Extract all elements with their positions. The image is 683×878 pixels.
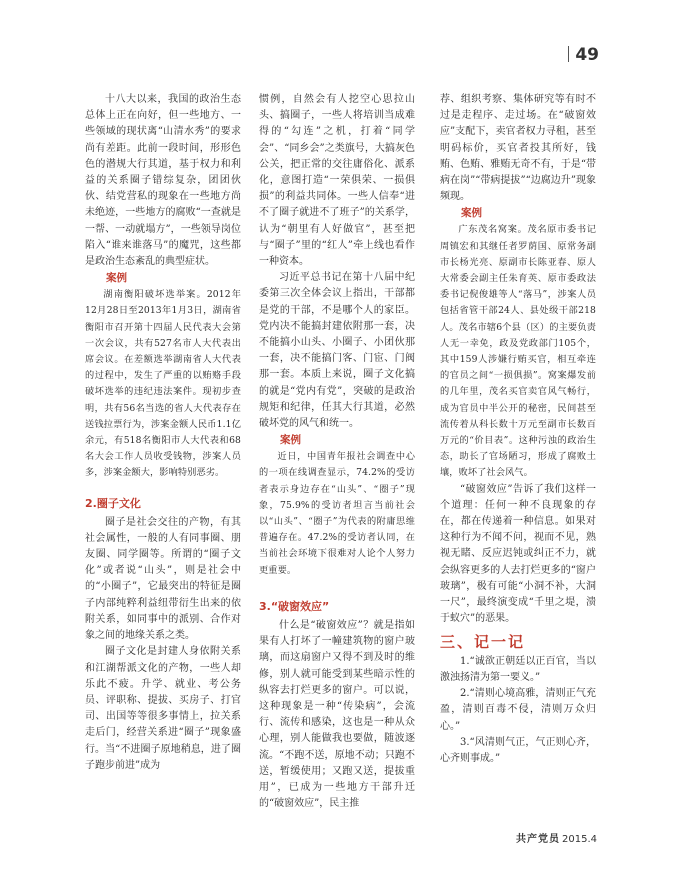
section-heading: 2.圈子文化 <box>85 496 141 510</box>
case-text: 广东茂名窝案。茂名原市委书记周镇宏和其继任者罗荫国、原常务副市长杨光亮、原副市长陈亚春、原人大常委会副主任朱育英、原市委政法委书记倪俊雄等人“落马”，涉案人员包括省管干部24人、县处级干部218人。茂名市辖6个县（区）的主要负责人无一幸免，政及党政部门105个，其中159人涉嫌行贿买官，相互牵连的官员之间“一损俱损”。窝案爆发前的几年里，茂名买官卖官风气畅行，成为官员中半公开的秘密，民间甚至流传着从科长数十万元至副市长数百万元的“价目表”。这种污浊的政治生态，助长了官场陋习，形成了腐败土壤，败坏了社会风气。 <box>440 224 596 479</box>
memo-item: 2.“清则心境高雅，清则正气充盈，清则百毒不侵，清则万众归心。” <box>440 688 596 732</box>
paragraph: 惯例，自然会有人挖空心思拉山头、搞圈子，一些人将培训当成难得的“勾连”之机，打着“同学会”、“同乡会”之类旗号，大搞灰色公关，把正常的交往庸俗化、派系化，意图打造“一荣俱荣、一损俱损”的利益共同体。一些人信奉“进不了圈子就进不了班子”的关系学，认为“朝里有人好做官”，甚至把与“圈子”里的“红人”牵上线也看作一种资本。 <box>259 94 415 268</box>
section-heading: 三、记一记 <box>440 632 526 651</box>
column-2 <box>259 92 415 812</box>
column-1 <box>85 92 241 774</box>
paragraph: 习近平总书记在第十八届中纪委第三次全体会议上指出，干部都是党的干部，不是哪个人的家臣。党内决不能搞封建依附那一套，决不能搞小山头、小圈子、小团伙那一套，决不能搞门客、门宦、门阀那一套。本质上来说，圈子文化搞的就是“党内有党”，突破的是政治规矩和纪律，任其大行其道，必然破坏党的风气和统一。 <box>259 272 415 430</box>
paragraph: 十八大以来，我国的政治生态总体上正在向好，但一些地方、一些领域的现状离“山清水秀”的要求尚有差距。此前一段时间，形形色色的潜规大行其道，基于权力和利益的关系圈子错综复杂，团团伙伙、结党营私的现象在一些地方尚未绝迹，一些地方的腐败“一查就是一帮、一动就塌方”，一些领导岗位陷入“谁来谁落马”的魔咒，这些都是政治生态紊乱的典型症状。 <box>85 94 241 268</box>
memo-item: 1.“诚欲正朝廷以正百官，当以激浊扬清为第一要义。” <box>440 655 596 683</box>
case-text: 近日，中国青年报社会调查中心的一项在线调查显示，74.2%的受访者表示身边存在“山头”、“圈子”现象，75.9%的受访者坦言当前社会以“山头”、“圈子”为代表的附庸思维普遍存在。47.2%的受访者认同，在当前社会环境下很难对人论个人努力更重要。 <box>259 451 415 576</box>
column-3 <box>440 92 596 767</box>
page-number-divider <box>568 46 569 62</box>
footer <box>516 830 597 845</box>
paragraph: 圈子是社会交往的产物，有其社会属性，一般的人有同事圈、朋友圈、同学圈等。所谓的“圈子文化”或者说“山头”，则是社会中的“小圈子”，它最突出的特征是圈子内部纯粹利益纽带衍生出来的依附关系，如同事中的派别、合作对象之间的地缘关系之类。 <box>85 516 241 642</box>
case-label: 案例 <box>106 272 127 285</box>
paragraph: “破窗效应”告诉了我们这样一个道理：任何一种不良现象的存在，都在传递着一种信息。如果对这种行为不闻不问，视而不见，熟视无睹、反应迟钝或纠正不力，就会纵容更多的人去打烂更多的“窗户玻璃”，极有可能“小洞不补，大洞一尺”，最终演变成“千里之堤，溃于蚁穴”的恶果。 <box>440 483 596 625</box>
magazine-name: 共产党员 <box>516 834 560 845</box>
paragraph: 什么是“破窗效应”？就是指如果有人打坏了一幢建筑物的窗户玻璃，而这扇窗户又得不到及时的维修，别人就可能受到某些暗示性的纵容去打烂更多的窗户。可以说，这种现象是一种“传染病”，会流行、流传和感染，这也是一种从众心理，别人能做我也要做，随波逐流。“不跑不送，原地不动；只跑不送，暂缓使用；又跑又送，提拔重用”，已成为一些地方干部升迁的“破窗效应”，民主推 <box>259 619 415 810</box>
paragraph: 荐、组织考察、集体研究等有时不过是走程序、走过场。在“破窗效应”支配下，卖官者权力寻租，甚至明码标价，买官者投其所好，钱贿、色贿、雅贿无奇不有，于是“带病在岗”“带病提拔”“边腐边升”现象频现。 <box>440 94 596 203</box>
paragraph: 圈子文化是封建人身依附关系和江湖帮派文化的产物，一些人却乐此不疲。升学、就业、考公务员、评职称、提拔、买房子、打官司、出国等等很多事情上，拉关系走后门，经营关系进“圈子”现象盛行。当“不进圈子原地稍息，进了圈子跑步前进”成为 <box>85 646 241 771</box>
section-heading: 3.“破窗效应” <box>259 599 330 613</box>
page-number: 49 <box>568 45 599 65</box>
case-text: 湖南衡阳破坏选举案。2012年12月28日至2013年1月3日，湖南省衡阳市召开第十四届人民代表大会第一次会议，共有527名市人大代表出席会议。在差额选举湖南省人大代表的过程中，发生了严重的以贿赂手段破坏选举的违纪违法案件。现初步查明，共有56名当选的省人大代表存在送钱拉票行为，涉案金额人民币1.1亿余元，有518名衡阳市人大代表和68名大会工作人员收受钱物，涉案人员多，涉案金额大，影响特别恶劣。 <box>85 289 241 479</box>
case-label: 案例 <box>280 434 301 447</box>
memo-item: 3.“风清则气正，气正则心齐，心齐则事成。” <box>440 736 596 764</box>
case-label: 案例 <box>461 207 482 220</box>
issue-number: 2015.4 <box>562 834 597 845</box>
